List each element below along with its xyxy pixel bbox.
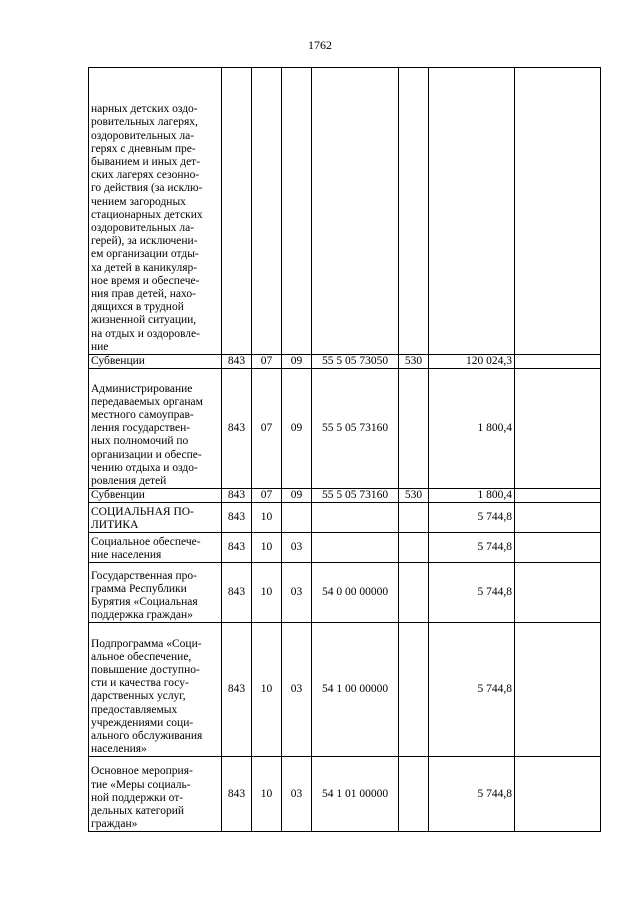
row-pr: 09 bbox=[282, 369, 312, 489]
row-vr bbox=[399, 757, 429, 832]
row-vr bbox=[399, 623, 429, 757]
row-csr bbox=[312, 533, 399, 563]
row-csr: 55 5 05 73160 bbox=[312, 369, 399, 489]
row-csr: 55 5 05 73160 bbox=[312, 489, 399, 503]
row-ved: 843 bbox=[222, 533, 252, 563]
row-vr bbox=[399, 563, 429, 623]
row-sum: 5 744,8 bbox=[429, 623, 515, 757]
row-name: Подпрограмма «Соци- альное обеспечение, повышение доступно- сти и качества госу- дарственных услуг, предоставляемых учреждениями соци- ального обслуживания населения» bbox=[89, 623, 222, 757]
page-number: 1762 bbox=[308, 38, 332, 52]
row-ved: 843 bbox=[222, 503, 252, 533]
row-ved: 843 bbox=[222, 563, 252, 623]
table-row bbox=[89, 503, 601, 533]
row-ved: 843 bbox=[222, 355, 252, 369]
row-rz: 10 bbox=[252, 563, 282, 623]
row-rz: 07 bbox=[252, 489, 282, 503]
row-extra bbox=[515, 369, 601, 489]
row-extra bbox=[515, 533, 601, 563]
table-row bbox=[89, 623, 601, 757]
row-name: Государственная про- грамма Республики Бурятия «Социальная поддержка граждан» bbox=[89, 563, 222, 623]
row-rz: 10 bbox=[252, 503, 282, 533]
row-pr bbox=[282, 68, 312, 355]
table-row bbox=[89, 757, 601, 832]
row-extra bbox=[515, 503, 601, 533]
row-name: нарных детских оздо- ровительных лагерях, оздоровительных ла- герях с дневным пре- быванием и иных дет- ских лагерях сезонно- го действия (за исклю- чением загородных стационарных детских оздоровительных ла- герей), за исключени- ем организации отды- ха детей в каникуляр- ное время и обеспече- ния прав детей, нахо- дящихся в трудной жизненной ситуации, на отдых и оздоровле- ние bbox=[89, 68, 222, 355]
row-pr: 09 bbox=[282, 355, 312, 369]
row-extra bbox=[515, 563, 601, 623]
row-sum: 5 744,8 bbox=[429, 563, 515, 623]
row-name: СОЦИАЛЬНАЯ ПО- ЛИТИКА bbox=[89, 503, 222, 533]
row-pr: 09 bbox=[282, 489, 312, 503]
row-name: Администрирование передаваемых органам местного самоуправ- ления государствен- ных полномочий по организации и обеспе- чению отдыха и оздо- ровления детей bbox=[89, 369, 222, 489]
row-extra bbox=[515, 355, 601, 369]
row-sum: 5 744,8 bbox=[429, 757, 515, 832]
row-rz: 07 bbox=[252, 355, 282, 369]
row-rz: 10 bbox=[252, 623, 282, 757]
row-rz: 07 bbox=[252, 369, 282, 489]
row-rz: 10 bbox=[252, 757, 282, 832]
row-pr bbox=[282, 503, 312, 533]
row-ved bbox=[222, 68, 252, 355]
row-extra bbox=[515, 489, 601, 503]
row-name: Основное мероприя- тие «Меры социаль- ной поддержки от- дельных категорий граждан» bbox=[89, 757, 222, 832]
table-row bbox=[89, 369, 601, 489]
row-csr: 54 1 00 00000 bbox=[312, 623, 399, 757]
row-name: Социальное обеспече- ние населения bbox=[89, 533, 222, 563]
row-rz bbox=[252, 68, 282, 355]
table-row bbox=[89, 489, 601, 503]
row-csr: 54 0 00 00000 bbox=[312, 563, 399, 623]
row-ved: 843 bbox=[222, 369, 252, 489]
row-name: Субвенции bbox=[89, 355, 222, 369]
row-rz: 10 bbox=[252, 533, 282, 563]
row-vr bbox=[399, 68, 429, 355]
table-row bbox=[89, 563, 601, 623]
row-pr: 03 bbox=[282, 533, 312, 563]
row-csr: 54 1 01 00000 bbox=[312, 757, 399, 832]
row-extra bbox=[515, 68, 601, 355]
table-row bbox=[89, 533, 601, 563]
row-extra bbox=[515, 623, 601, 757]
row-sum bbox=[429, 68, 515, 355]
row-vr bbox=[399, 369, 429, 489]
table-row bbox=[89, 355, 601, 369]
row-sum: 1 800,4 bbox=[429, 369, 515, 489]
row-vr: 530 bbox=[399, 355, 429, 369]
row-sum: 120 024,3 bbox=[429, 355, 515, 369]
row-vr bbox=[399, 503, 429, 533]
row-csr bbox=[312, 503, 399, 533]
row-name: Субвенции bbox=[89, 489, 222, 503]
row-pr: 03 bbox=[282, 757, 312, 832]
row-sum: 5 744,8 bbox=[429, 503, 515, 533]
row-csr bbox=[312, 68, 399, 355]
row-ved: 843 bbox=[222, 489, 252, 503]
row-extra bbox=[515, 757, 601, 832]
row-csr: 55 5 05 73050 bbox=[312, 355, 399, 369]
row-sum: 5 744,8 bbox=[429, 533, 515, 563]
row-sum: 1 800,4 bbox=[429, 489, 515, 503]
row-ved: 843 bbox=[222, 757, 252, 832]
table-row bbox=[89, 68, 601, 355]
row-ved: 843 bbox=[222, 623, 252, 757]
row-vr: 530 bbox=[399, 489, 429, 503]
row-pr: 03 bbox=[282, 623, 312, 757]
row-pr: 03 bbox=[282, 563, 312, 623]
row-vr bbox=[399, 533, 429, 563]
budget-table bbox=[88, 67, 601, 832]
